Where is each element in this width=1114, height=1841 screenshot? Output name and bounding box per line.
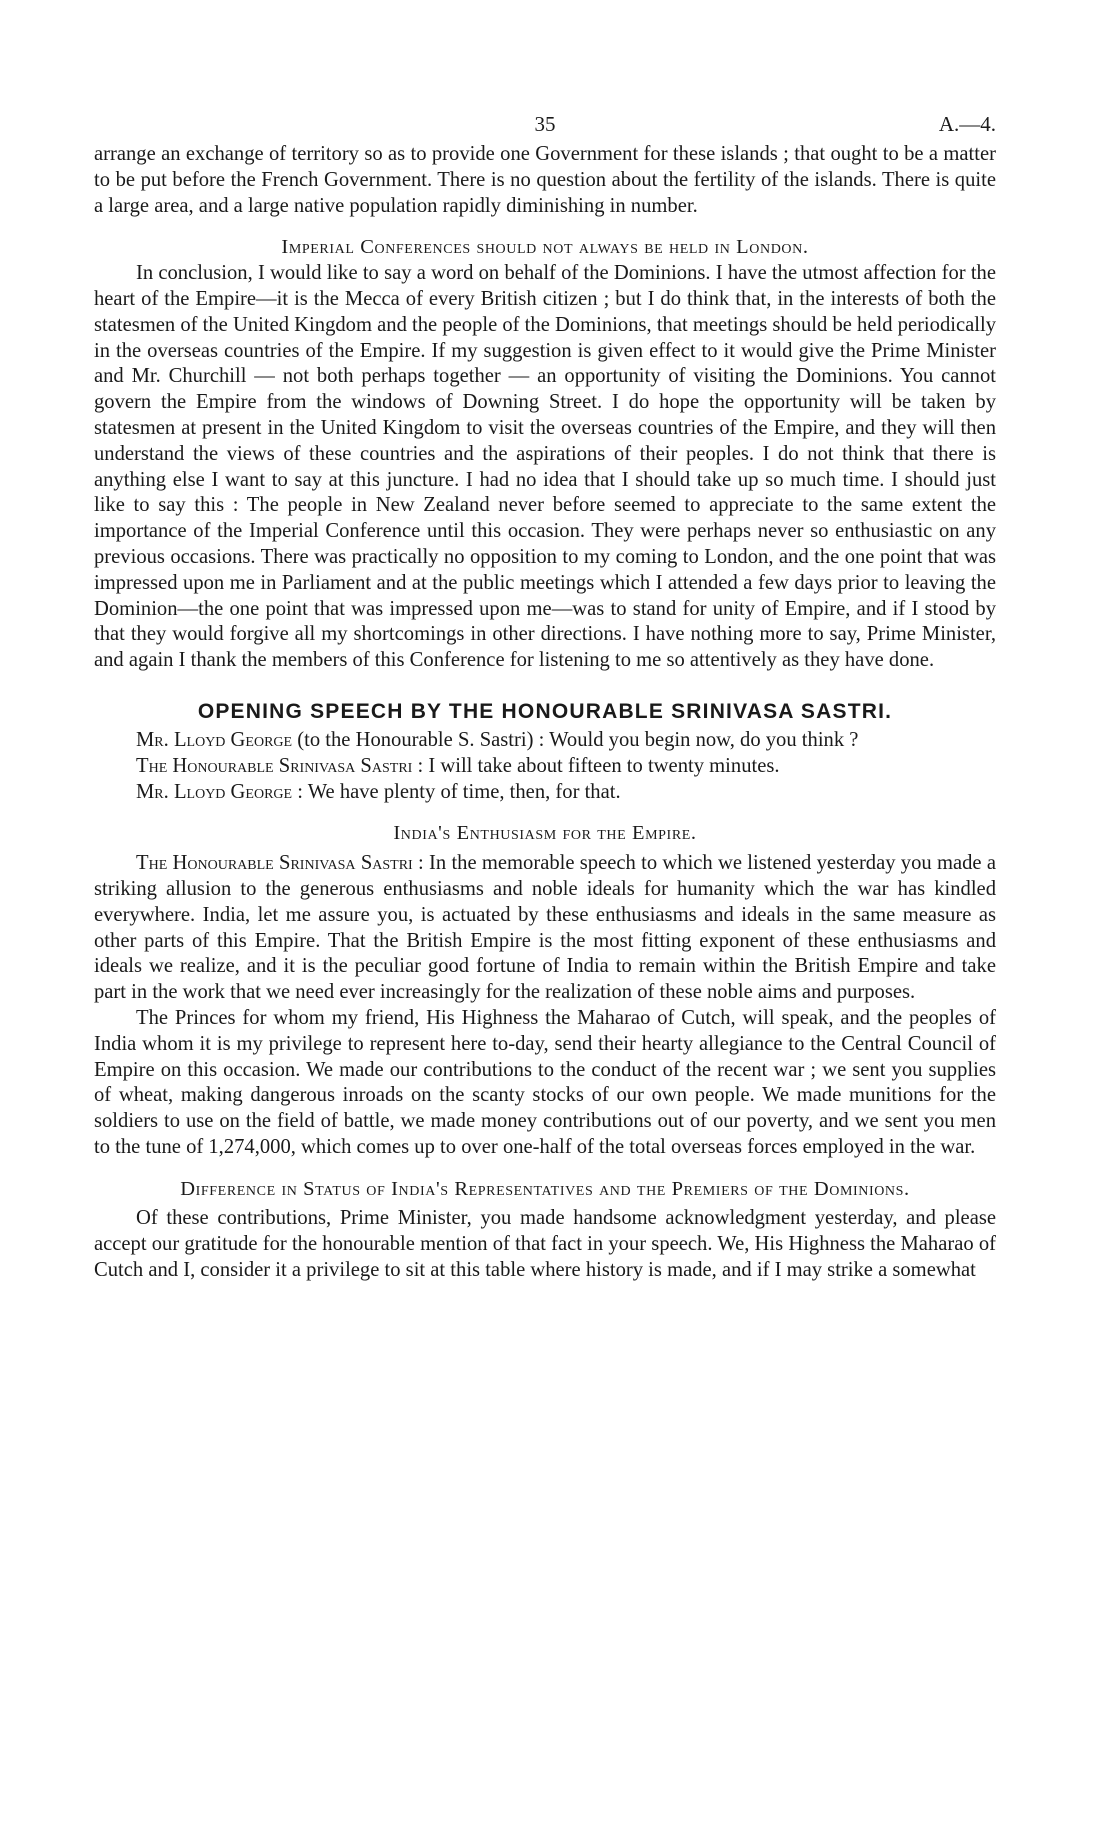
dialogue-line-sastri <box>94 754 996 780</box>
speaker-name: Mr. Lloyd George <box>136 728 293 751</box>
dialogue-text: : We have plenty of time, then, for that. <box>292 780 621 803</box>
dialogue-line-lloyd-george-1 <box>94 728 996 754</box>
speaker-name: The Honourable Srinivasa Sastri <box>136 754 413 777</box>
dialogue-line-lloyd-george-2 <box>94 780 996 806</box>
page-number: 35 <box>534 112 556 136</box>
document-page <box>94 112 996 1284</box>
page-header <box>94 112 996 142</box>
section-heading-difference-in-status: Difference in Status of India's Representatives and the Premiers of the Dominions. <box>180 1177 910 1200</box>
section-heading-indias-enthusiasm: India's Enthusiasm for the Empire. <box>393 822 697 845</box>
section-heading-opening-speech: OPENING SPEECH BY THE HONOURABLE SRINIVASA SASTRI. <box>197 699 893 723</box>
speaker-name: Mr. Lloyd George <box>136 780 293 803</box>
paragraph-text: : In the memorable speech to which we listened yesterday you made a striking allusion to the generous enthusiasms and noble ideals for humanity which the war has kindled everywhere. India, let me assure you, is actuated by these enthusiasms and ideals in the same measure as other parts of this Empire. That the British Empire is the most fitting exponent of these enthusiasms and ideals we realize, and it is the peculiar good fortune of India to remain within the British Empire and take part in the work that we need ever increasingly for the realization of these noble aims and purposes. <box>94 852 996 1004</box>
document-code: A.—4. <box>938 112 996 136</box>
dialogue-text: (to the Honourable S. Sastri) : Would you begin now, do you think ? <box>292 728 859 751</box>
section-heading-imperial-conferences: Imperial Conferences should not always be held in London. <box>281 236 809 259</box>
paragraph-sastri-speech <box>94 851 996 1006</box>
dialogue-text: : I will take about fifteen to twenty minutes. <box>412 754 780 777</box>
paragraph-princes: The Princes for whom my friend, His Highness the Maharao of Cutch, will speak, and the peoples of India whom it is my privilege to represent here to-day, send their hearty allegiance to the Central Council of Empire on this occasion. We made our contributions to the conduct of the recent war ; we sent you supplies of wheat, making dangerous inroads on the scanty stocks of our own people. We made munitions for the soldiers to use on the field of battle, we made money contributions out of our poverty, and we sent you men to the tune of 1,274,000, which comes up to over one-half of the total overseas forces employed in the war. <box>94 1006 996 1158</box>
paragraph-conclusion: In conclusion, I would like to say a word on behalf of the Dominions. I have the utmost affection for the heart of the Empire—it is the Mecca of every British citizen ; but I do think that, in the interests of both the statesmen of the United Kingdom and the people of the Dominions, that meetings should be held periodically in the overseas countries of the Empire. If my suggestion is given effect to it would give the Prime Minister and Mr. Churchill — not both perhaps together — an opportunity of visiting the Dominions. You cannot govern the Empire from the windows of Downing Street. I do hope the opportunity will be taken by statesmen at present in the United Kingdom to visit the overseas countries of the Empire, and they will then understand the views of these countries and the aspirations of their peoples. I do not think that there is anything else I want to say at this juncture. I had no idea that I should take up so much time. I should just like to say this : The people in New Zealand never before seemed to appreciate to the same extent the importance of the Imperial Conference until this occasion. They were perhaps never so enthusiastic on any previous occasions. There was practically no opposition to my coming to London, and the one point that was impressed upon me in Parliament and at the public meetings which I attended a few days prior to leaving the Dominion—the one point that was impressed upon me—was to stand for unity of Empire, and if I stood by that they would forgive all my shortcomings in other directions. I have nothing more to say, Prime Minister, and again I thank the members of this Conference for listening to me so attentively as they have done. <box>94 262 996 672</box>
continued-paragraph: arrange an exchange of territory so as to provide one Government for these islands ; that ought to be a matter to be put before the French Government. There is no question about the fertility of the islands. There is quite a large area, and a large native population rapidly diminishing in number. <box>94 143 996 217</box>
speaker-name: The Honourable Srinivasa Sastri <box>136 852 413 875</box>
paragraph-contributions: Of these contributions, Prime Minister, you made handsome acknowledgment yesterday, and please accept our gratitude for the honourable mention of that fact in your speech. We, His Highness the Maharao of Cutch and I, consider it a privilege to sit at this table where history is made, and if I may strike a somewhat <box>94 1207 996 1282</box>
